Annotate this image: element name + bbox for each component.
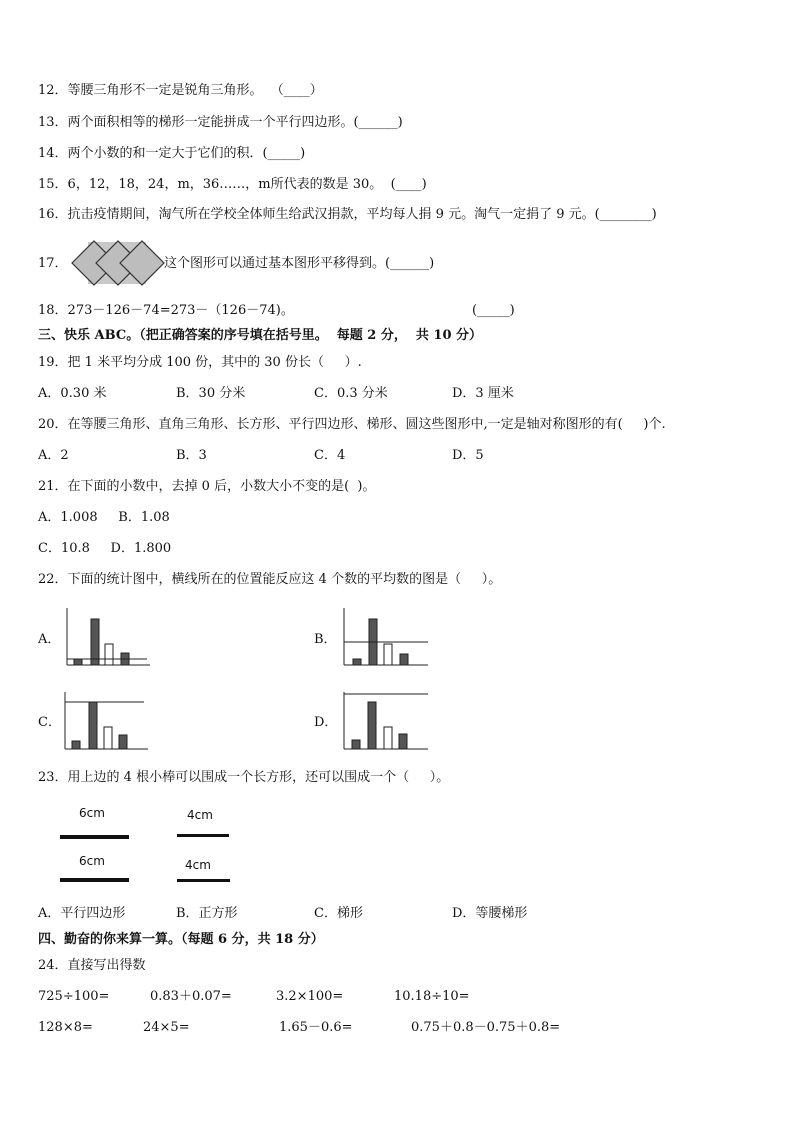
q19-option-b: B．30 分米 <box>176 386 246 401</box>
calc-6: 24×5= <box>143 1020 190 1035</box>
stick-2 <box>177 834 229 837</box>
q19-option-d: D．3 厘米 <box>452 386 514 401</box>
stick-label-4: 4cm <box>185 858 211 872</box>
question-23: 23．用上边的 4 根小棒可以围成一个长方形，还可以围成一个（ ）。 <box>38 770 450 785</box>
calc-1: 725÷100= <box>38 989 110 1004</box>
bar <box>119 735 127 749</box>
question-22: 22．下面的统计图中，横线所在的位置能反应这 4 个数的平均数的图是（ ）。 <box>38 572 502 587</box>
question-18: 18．273－126－74=273－（126－74)。 <box>38 303 294 318</box>
q22-chart-c <box>62 690 152 752</box>
section-3-heading: 三、快乐 ABC。（把正确答案的序号填在括号里。 每题 2 分， 共 10 分） <box>38 328 483 343</box>
question-15: 15．6，12，18，24，m，36……，m所代表的数是 30。 (____) <box>38 177 427 192</box>
question-17-text: 这个图形可以通过基本图形平移得到。(______) <box>164 256 435 271</box>
q23-option-a: A．平行四边形 <box>38 906 126 921</box>
section-4-heading: 四、勤奋的你来算一算。（每题 6 分，共 18 分） <box>38 932 324 947</box>
stick-4 <box>177 879 230 882</box>
stick-1 <box>60 835 129 839</box>
q22-chart-d <box>338 690 430 752</box>
q21-options-row1: A．1.008 B．1.08 <box>38 510 170 525</box>
question-21: 21．在下面的小数中，去掉 0 后，小数大小不变的是( )。 <box>38 479 376 494</box>
q20-option-c: C．4 <box>314 448 346 463</box>
question-13: 13．两个面积相等的梯形一定能拼成一个平行四边形。(______) <box>38 115 403 130</box>
q23-option-d: D．等腰梯形 <box>452 906 528 921</box>
question-18-blank: (_____) <box>472 303 515 318</box>
q22-label-c: C． <box>38 715 61 730</box>
q22-chart-a <box>62 606 152 668</box>
bar <box>400 654 408 665</box>
calc-2: 0.83＋0.07= <box>150 989 232 1004</box>
stick-3 <box>60 878 129 882</box>
q19-option-a: A．0.30 米 <box>38 386 107 401</box>
q22-label-d: D． <box>314 715 338 730</box>
q22-label-b: B． <box>314 632 337 647</box>
q22-chart-b <box>338 606 430 668</box>
bar <box>368 702 376 749</box>
bar <box>384 644 392 665</box>
q23-option-c: C．梯形 <box>314 906 363 921</box>
bar <box>74 659 82 665</box>
q20-option-a: A．2 <box>38 448 69 463</box>
q23-option-b: B．正方形 <box>176 906 238 921</box>
calc-3: 3.2×100= <box>276 989 344 1004</box>
question-16: 16．抗击疫情期间，淘气所在学校全体师生给武汉捐款，平均每人捐 9 元。淘气一定捐了 9 元。(________) <box>38 207 657 222</box>
bar <box>105 644 113 665</box>
q20-option-d: D．5 <box>452 448 484 463</box>
q20-option-b: B．3 <box>176 448 207 463</box>
calc-5: 128×8= <box>38 1020 93 1035</box>
q21-options-row2: C．10.8 D．1.800 <box>38 541 172 556</box>
stick-label-3: 6cm <box>79 854 105 868</box>
q19-option-c: C．0.3 分米 <box>314 386 388 401</box>
stick-label-2: 4cm <box>187 808 213 822</box>
q22-label-a: A． <box>38 632 61 647</box>
question-24: 24．直接写出得数 <box>38 958 146 973</box>
calc-4: 10.18÷10= <box>394 989 470 1004</box>
question-12: 12．等腰三角形不一定是锐角三角形。 （____） <box>38 83 323 98</box>
diamond-chain-figure <box>70 238 166 288</box>
bar <box>384 727 392 749</box>
bar <box>72 741 80 749</box>
question-20: 20．在等腰三角形、直角三角形、长方形、平行四边形、梯形、圆这些图形中,一定是轴对称图形的有( )个. <box>38 417 666 432</box>
bar <box>352 740 360 749</box>
question-19: 19．把 1 米平均分成 100 份，其中的 30 份长（ ）. <box>38 355 362 370</box>
bar <box>353 659 361 665</box>
calc-7: 1.65－0.6= <box>279 1020 353 1035</box>
bar <box>399 734 407 749</box>
question-14: 14．两个小数的和一定大于它们的积．(_____) <box>38 146 306 161</box>
stick-label-1: 6cm <box>79 806 105 820</box>
calc-8: 0.75＋0.8－0.75＋0.8= <box>411 1020 561 1035</box>
bar <box>89 702 97 749</box>
bar <box>104 727 112 749</box>
question-17-number: 17． <box>38 256 68 271</box>
bar <box>91 619 99 665</box>
